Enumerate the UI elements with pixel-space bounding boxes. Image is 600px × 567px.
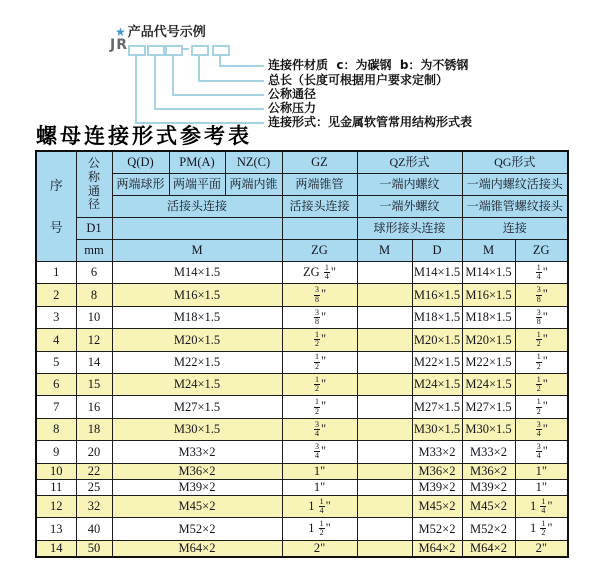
header-group-pm: PM(A) bbox=[169, 151, 225, 174]
cell-seq: 9 bbox=[36, 441, 76, 463]
cell-qz-d: M27×1.5 bbox=[412, 396, 462, 418]
cell-gz-zg: $\frac{1}{2}$ " bbox=[282, 329, 357, 351]
cell-gz-zg: $\frac{3}{4}$ " bbox=[282, 441, 357, 463]
cell-qg-zg: $\frac{1}{2}$ " bbox=[515, 329, 568, 351]
cell-seq: 3 bbox=[36, 306, 76, 328]
cell-qg-m: M18×1.5 bbox=[462, 306, 515, 328]
cell-qg-m: M45×2 bbox=[462, 495, 515, 517]
cell-qg-zg: $\frac{3}{4}$ " bbox=[515, 441, 568, 463]
header-group-nz: NZ(C) bbox=[225, 151, 282, 174]
table-row bbox=[36, 441, 568, 463]
cell-qz-m bbox=[357, 284, 412, 306]
cell-qz-d: M24×1.5 bbox=[412, 374, 462, 396]
connector-line bbox=[219, 65, 264, 67]
code-box bbox=[165, 45, 183, 56]
cell-mm: 10 bbox=[76, 306, 112, 328]
header-d1: D1 bbox=[76, 218, 112, 240]
table-body bbox=[36, 262, 568, 558]
cell-qz-d: M33×2 bbox=[412, 441, 462, 463]
cell-qz-d: M39×2 bbox=[412, 479, 462, 495]
connector-line bbox=[198, 80, 264, 82]
cell-qz-m bbox=[357, 306, 412, 328]
cell-m: M16×1.5 bbox=[112, 284, 282, 306]
cell-mm: 6 bbox=[76, 262, 112, 284]
cell-qz-m bbox=[357, 441, 412, 463]
header-unit-m: M bbox=[112, 240, 282, 262]
table-row bbox=[36, 351, 568, 373]
diagram-title-text: 产品代号示例 bbox=[127, 25, 206, 40]
cell-qg-zg: $\frac{1}{4}$ " bbox=[515, 262, 568, 284]
table-row bbox=[36, 329, 568, 351]
cell-qz-m bbox=[357, 495, 412, 517]
table-row bbox=[36, 306, 568, 328]
diagram-title bbox=[115, 21, 206, 40]
header-union-connect: 活接头连接 bbox=[112, 196, 282, 218]
cell-qg-zg: $\frac{1}{2}$ " bbox=[515, 396, 568, 418]
cell-qz-d: M22×1.5 bbox=[412, 351, 462, 373]
connector-line bbox=[154, 108, 264, 110]
cell-mm: 40 bbox=[76, 518, 112, 540]
code-box bbox=[212, 45, 230, 56]
cell-qg-zg: 1 $\frac{1}{4}$ " bbox=[515, 495, 568, 517]
header-nominal-diameter: 公称通径 bbox=[76, 151, 112, 218]
cell-gz-zg: 1 $\frac{1}{2}$ " bbox=[282, 518, 357, 540]
cell-mm: 50 bbox=[76, 540, 112, 557]
cell-seq: 6 bbox=[36, 374, 76, 396]
header-qg-desc: 一端内螺纹活接头 bbox=[462, 174, 568, 196]
table-row bbox=[36, 540, 568, 557]
cell-gz-zg: 2" bbox=[282, 540, 357, 557]
cell-qz-d: M64×2 bbox=[412, 540, 462, 557]
table-title: 螺母连接形式参考表 bbox=[36, 123, 252, 148]
cell-qg-m: M64×2 bbox=[462, 540, 515, 557]
cell-seq: 10 bbox=[36, 463, 76, 479]
cell-qg-m: M20×1.5 bbox=[462, 329, 515, 351]
cell-qz-d: M36×2 bbox=[412, 463, 462, 479]
cell-seq: 13 bbox=[36, 518, 76, 540]
cell-qg-m: M30×1.5 bbox=[462, 418, 515, 440]
cell-gz-zg: $\frac{1}{2}$ " bbox=[282, 374, 357, 396]
cell-m: M14×1.5 bbox=[112, 262, 282, 284]
table-row bbox=[36, 284, 568, 306]
star-icon: ★ bbox=[115, 25, 126, 39]
label-total-length: 总长（长度可根据用户要求定制） bbox=[268, 73, 449, 87]
header-qz-desc: 一端内螺纹 bbox=[357, 174, 462, 196]
cell-qg-m: M39×2 bbox=[462, 479, 515, 495]
connector-line bbox=[154, 54, 156, 108]
cell-mm: 22 bbox=[76, 463, 112, 479]
table-row bbox=[36, 479, 568, 495]
cell-qg-m: M27×1.5 bbox=[462, 396, 515, 418]
code-box bbox=[128, 45, 146, 56]
cell-mm: 12 bbox=[76, 329, 112, 351]
cell-seq: 8 bbox=[36, 418, 76, 440]
cell-qz-d: M45×2 bbox=[412, 495, 462, 517]
cell-seq: 5 bbox=[36, 351, 76, 373]
code-box bbox=[191, 45, 209, 56]
table-row bbox=[36, 495, 568, 517]
header-unit-qg-zg: ZG bbox=[515, 240, 568, 262]
cell-mm: 32 bbox=[76, 495, 112, 517]
cell-qz-m bbox=[357, 418, 412, 440]
cell-qz-m bbox=[357, 329, 412, 351]
header-group-q: Q(D) bbox=[112, 151, 169, 174]
cell-qg-zg: $\frac{1}{2}$ " bbox=[515, 351, 568, 373]
cell-qz-d: M16×1.5 bbox=[412, 284, 462, 306]
cell-mm: 14 bbox=[76, 351, 112, 373]
header-group-gz: GZ bbox=[282, 151, 357, 174]
cell-qz-d: M20×1.5 bbox=[412, 329, 462, 351]
connector-line bbox=[172, 94, 264, 96]
table-row bbox=[36, 396, 568, 418]
header-empty-left bbox=[112, 218, 282, 240]
cell-mm: 16 bbox=[76, 396, 112, 418]
cell-qg-m: M52×2 bbox=[462, 518, 515, 540]
cell-qg-zg: 2" bbox=[515, 540, 568, 557]
cell-mm: 25 bbox=[76, 479, 112, 495]
cell-qz-d: M14×1.5 bbox=[412, 262, 462, 284]
cell-qg-m: M36×2 bbox=[462, 463, 515, 479]
cell-gz-zg: $\frac{1}{2}$ " bbox=[282, 351, 357, 373]
cell-qg-m: M33×2 bbox=[462, 441, 515, 463]
cell-m: M33×2 bbox=[112, 441, 282, 463]
cell-mm: 20 bbox=[76, 441, 112, 463]
cell-qg-m: M22×1.5 bbox=[462, 351, 515, 373]
cell-qg-zg: 1" bbox=[515, 479, 568, 495]
header-qz-connect: 球形接头连接 bbox=[357, 218, 462, 240]
nut-connection-table bbox=[35, 150, 569, 558]
cell-gz-zg: $\frac{1}{2}$ " bbox=[282, 396, 357, 418]
cell-mm: 18 bbox=[76, 418, 112, 440]
header-unit-mm: mm bbox=[76, 240, 112, 262]
table-row bbox=[36, 518, 568, 540]
table-row bbox=[36, 463, 568, 479]
cell-m: M64×2 bbox=[112, 540, 282, 557]
table-row bbox=[36, 374, 568, 396]
table-header bbox=[36, 151, 568, 262]
cell-gz-zg: 1" bbox=[282, 479, 357, 495]
connector-line bbox=[198, 54, 200, 80]
table-row bbox=[36, 418, 568, 440]
cell-qz-d: M52×2 bbox=[412, 518, 462, 540]
connector-line bbox=[219, 54, 221, 65]
header-qg-row3: 一端锥管螺纹接头 bbox=[462, 196, 568, 218]
connector-line bbox=[172, 54, 174, 94]
header-unit-zg: ZG bbox=[282, 240, 357, 262]
cell-qz-m bbox=[357, 463, 412, 479]
cell-qz-m bbox=[357, 396, 412, 418]
header-q-desc: 两端球形 bbox=[112, 174, 169, 196]
cell-gz-zg: $\frac{3}{8}$ " bbox=[282, 306, 357, 328]
label-connection-form: 连接形式：见金属软管常用结构形式表 bbox=[268, 115, 473, 129]
header-group-qz: QZ形式 bbox=[357, 151, 462, 174]
header-unit-qz-d: D bbox=[412, 240, 462, 262]
cell-m: M24×1.5 bbox=[112, 374, 282, 396]
cell-m: M39×2 bbox=[112, 479, 282, 495]
cell-m: M45×2 bbox=[112, 495, 282, 517]
header-group-qg: QG形式 bbox=[462, 151, 568, 174]
cell-m: M20×1.5 bbox=[112, 329, 282, 351]
cell-qz-m bbox=[357, 479, 412, 495]
code-separator-dash bbox=[182, 48, 189, 50]
cell-seq: 14 bbox=[36, 540, 76, 557]
cell-qz-m bbox=[357, 518, 412, 540]
cell-gz-zg: ZG $\frac{1}{4}$ " bbox=[282, 262, 357, 284]
header-empty-gz bbox=[282, 218, 357, 240]
cell-seq: 4 bbox=[36, 329, 76, 351]
cell-m: M18×1.5 bbox=[112, 306, 282, 328]
cell-gz-zg: $\frac{3}{8}$ " bbox=[282, 284, 357, 306]
cell-qg-m: M24×1.5 bbox=[462, 374, 515, 396]
cell-mm: 8 bbox=[76, 284, 112, 306]
header-qz-row3: 一端外螺纹 bbox=[357, 196, 462, 218]
cell-qz-m bbox=[357, 540, 412, 557]
cell-m: M36×2 bbox=[112, 463, 282, 479]
cell-gz-zg: 1 $\frac{1}{4}$ " bbox=[282, 495, 357, 517]
header-pm-desc: 两端平面 bbox=[169, 174, 225, 196]
code-prefix: JR bbox=[110, 37, 128, 53]
code-box bbox=[147, 45, 165, 56]
cell-qz-m bbox=[357, 351, 412, 373]
cell-qg-m: M16×1.5 bbox=[462, 284, 515, 306]
cell-qz-m bbox=[357, 262, 412, 284]
cell-qz-d: M30×1.5 bbox=[412, 418, 462, 440]
header-gz-connect: 活接头连接 bbox=[282, 196, 357, 218]
cell-qg-zg: $\frac{3}{8}$ " bbox=[515, 284, 568, 306]
header-seq: 序号 bbox=[36, 151, 76, 262]
cell-qz-m bbox=[357, 374, 412, 396]
label-nominal-diameter: 公称通径 bbox=[268, 87, 317, 101]
cell-qg-m: M14×1.5 bbox=[462, 262, 515, 284]
cell-qg-zg: 1 $\frac{1}{2}$ " bbox=[515, 518, 568, 540]
cell-qg-zg: $\frac{1}{2}$ " bbox=[515, 374, 568, 396]
cell-seq: 2 bbox=[36, 284, 76, 306]
cell-mm: 15 bbox=[76, 374, 112, 396]
header-qg-connect: 连接 bbox=[462, 218, 568, 240]
cell-qg-zg: 1" bbox=[515, 463, 568, 479]
connector-line bbox=[135, 54, 137, 122]
cell-m: M22×1.5 bbox=[112, 351, 282, 373]
cell-seq: 12 bbox=[36, 495, 76, 517]
cell-m: M30×1.5 bbox=[112, 418, 282, 440]
header-unit-qg-m: M bbox=[462, 240, 515, 262]
label-nominal-pressure: 公称压力 bbox=[268, 101, 317, 115]
cell-seq: 1 bbox=[36, 262, 76, 284]
header-gz-desc: 两端锥管 bbox=[282, 174, 357, 196]
cell-qg-zg: $\frac{3}{8}$ " bbox=[515, 306, 568, 328]
cell-seq: 7 bbox=[36, 396, 76, 418]
cell-gz-zg: 1" bbox=[282, 463, 357, 479]
cell-m: M27×1.5 bbox=[112, 396, 282, 418]
header-unit-qz-m: M bbox=[357, 240, 412, 262]
table-row bbox=[36, 262, 568, 284]
cell-seq: 11 bbox=[36, 479, 76, 495]
cell-qz-d: M18×1.5 bbox=[412, 306, 462, 328]
label-material: 连接件材质 c：为碳钢 b：为不锈钢 bbox=[268, 58, 469, 72]
cell-gz-zg: $\frac{3}{4}$ " bbox=[282, 418, 357, 440]
cell-m: M52×2 bbox=[112, 518, 282, 540]
header-nz-desc: 两端内锥 bbox=[225, 174, 282, 196]
cell-qg-zg: $\frac{3}{4}$ " bbox=[515, 418, 568, 440]
